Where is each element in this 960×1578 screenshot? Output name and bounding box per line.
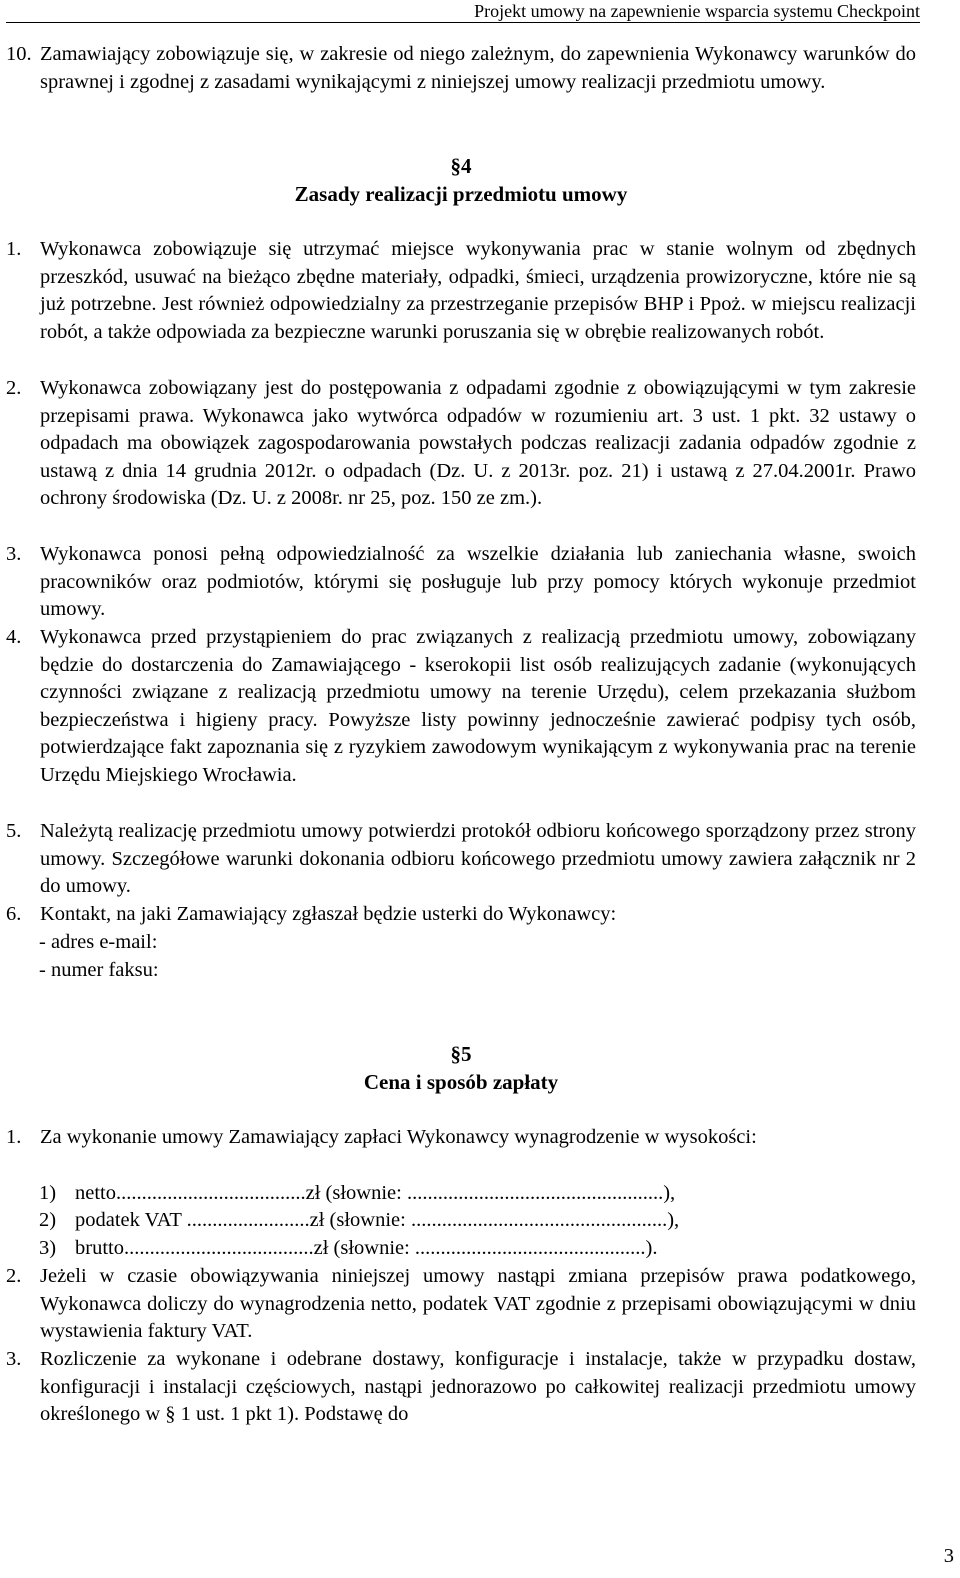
- item-text: Wykonawca przed przystąpieniem do prac związanych z realizacją przedmiotu umowy, zobowiązany będzie do dostarczenia do Zamawiającego - kserokopii list osób realizujących zadanie (wykonujących czynności związane z realizacją przedmiotu umowy na terenie Urzędu), celem przekazania służbom bezpieczeństwa i higieny pracy. Powyższe listy powinny jednocześnie zawierać podpisy tych osób, potwierdzające fakt zapoznania się z ryzykiem zawodowym wynikającym z wykonywania prac na terenie Urzędu Miejskiego Wrocławia.: [40, 626, 916, 786]
- item-number: 3.: [6, 543, 22, 565]
- section-title: Cena i sposób zapłaty: [363, 1070, 559, 1094]
- item-number: 6.: [6, 903, 22, 925]
- sub-item: [39, 1207, 679, 1235]
- item-text: Wykonawca zobowiązuje się utrzymać miejsce wykonywania prac w stanie wolnym od zbędnych przeszkód, usuwać na bieżąco zbędne materiały, odpadki, śmieci, urządzenia prowizoryczne, które nie są już potrzebne. Jest również odpowiedzialny za przestrzeganie przepisów BHP i Ppoż. w miejscu realizacji robót, a także odpowiada za bezpieczne warunki poruszania się w obrębie realizowanych robót.: [40, 238, 916, 343]
- item-number: 1.: [6, 1126, 22, 1148]
- page-header: Projekt umowy na zapewnienie wsparcia systemu Checkpoint: [474, 1, 920, 21]
- item-text: Wykonawca zobowiązany jest do postępowania z odpadami zgodnie z obowiązującymi w tym zakresie przepisami prawa. Wykonawca jako wytwórca odpadów w rozumieniu art. 3 ust. 1 pkt. 32 ustawy o odpadach ma obowiązek zagospodarowania powstałych podczas realizacji zadania odpadów zgodnie z ustawą z dnia 14 grudnia 2012r. o odpadach (Dz. U. z 2013r. poz. 21) i ustawą z 27.04.2001r. Prawo ochrony środowiska (Dz. U. z 2008r. nr 25, poz. 150 ze zm.).: [40, 377, 916, 510]
- item-text: Należytą realizację przedmiotu umowy potwierdzi protokół odbioru końcowego sporządzony przez strony umowy. Szczegółowe warunki dokonania odbioru końcowego przedmiotu umowy zawiera załącznik nr 2 do umowy.: [40, 820, 916, 898]
- section-number: §5: [450, 1042, 472, 1066]
- item-number: 2.: [6, 377, 22, 399]
- section-title: Zasady realizacji przedmiotu umowy: [294, 182, 628, 206]
- list-item: [6, 818, 916, 901]
- sub-item-text: brutto.....................................zł (słownie: .............................................).: [75, 1237, 658, 1259]
- list-item: [6, 624, 916, 790]
- item-text: Wykonawca ponosi pełną odpowiedzialność za wszelkie działania lub zaniechania własne, swoich pracowników oraz podmiotów, którymi się posługuje lub przy pomocy których wykonuje przedmiot umowy.: [40, 543, 916, 621]
- list-item: [6, 236, 916, 346]
- sub-item-text: netto.....................................zł (słownie: ..................................................),: [75, 1182, 676, 1204]
- item-number: 2.: [6, 1265, 22, 1287]
- item-number: 4.: [6, 626, 22, 648]
- item-number: 10.: [6, 43, 32, 65]
- item-number: 3.: [6, 1348, 22, 1370]
- list-item: [6, 541, 916, 624]
- list-item: [6, 1124, 916, 1152]
- list-item: [6, 41, 916, 96]
- item-text: Za wykonanie umowy Zamawiający zapłaci Wykonawcy wynagrodzenie w wysokości:: [40, 1126, 757, 1148]
- page-number: 3: [943, 1545, 954, 1567]
- item-number: 5.: [6, 820, 22, 842]
- item-text: Zamawiający zobowiązuje się, w zakresie od niego zależnym, do zapewnienia Wykonawcy warunków do sprawnej i zgodnej z zasadami wynikającymi z niniejszej umowy realizacji przedmiotu umowy.: [40, 43, 916, 93]
- sub-item-text: podatek VAT ........................zł (słownie: ..................................................),: [75, 1209, 680, 1231]
- sub-item-number: 3): [39, 1237, 57, 1259]
- list-item: [6, 1346, 916, 1429]
- list-item: [6, 375, 916, 513]
- item-text: Kontakt, na jaki Zamawiający zgłaszał będzie usterki do Wykonawcy:: [40, 903, 617, 925]
- sub-item: [39, 1235, 658, 1263]
- item-text: Jeżeli w czasie obowiązywania niniejszej umowy nastąpi zmiana przepisów prawa podatkowego, Wykonawca doliczy do wynagrodzenia netto, podatek VAT zgodnie z przepisami obowiązującymi w dniu wystawienia faktury VAT.: [40, 1265, 916, 1343]
- section-number: §4: [450, 154, 472, 178]
- sub-item: [39, 1180, 675, 1208]
- contact-fax-line: - numer faksu:: [39, 959, 159, 981]
- list-item: [6, 901, 916, 929]
- item-text: Rozliczenie za wykonane i odebrane dostawy, konfiguracje i instalacje, także w przypadku dostaw, konfiguracji i instalacji częściowych, nastąpi jednorazowo po całkowitej realizacji przedmiotu umowy określonego w § 1 ust. 1 pkt 1). Podstawę do: [40, 1348, 916, 1426]
- sub-item-number: 1): [39, 1182, 57, 1204]
- item-number: 1.: [6, 238, 22, 260]
- header-divider: [6, 22, 920, 23]
- contact-email-line: - adres e-mail:: [39, 931, 158, 953]
- sub-item-number: 2): [39, 1209, 57, 1231]
- list-item: [6, 1263, 916, 1346]
